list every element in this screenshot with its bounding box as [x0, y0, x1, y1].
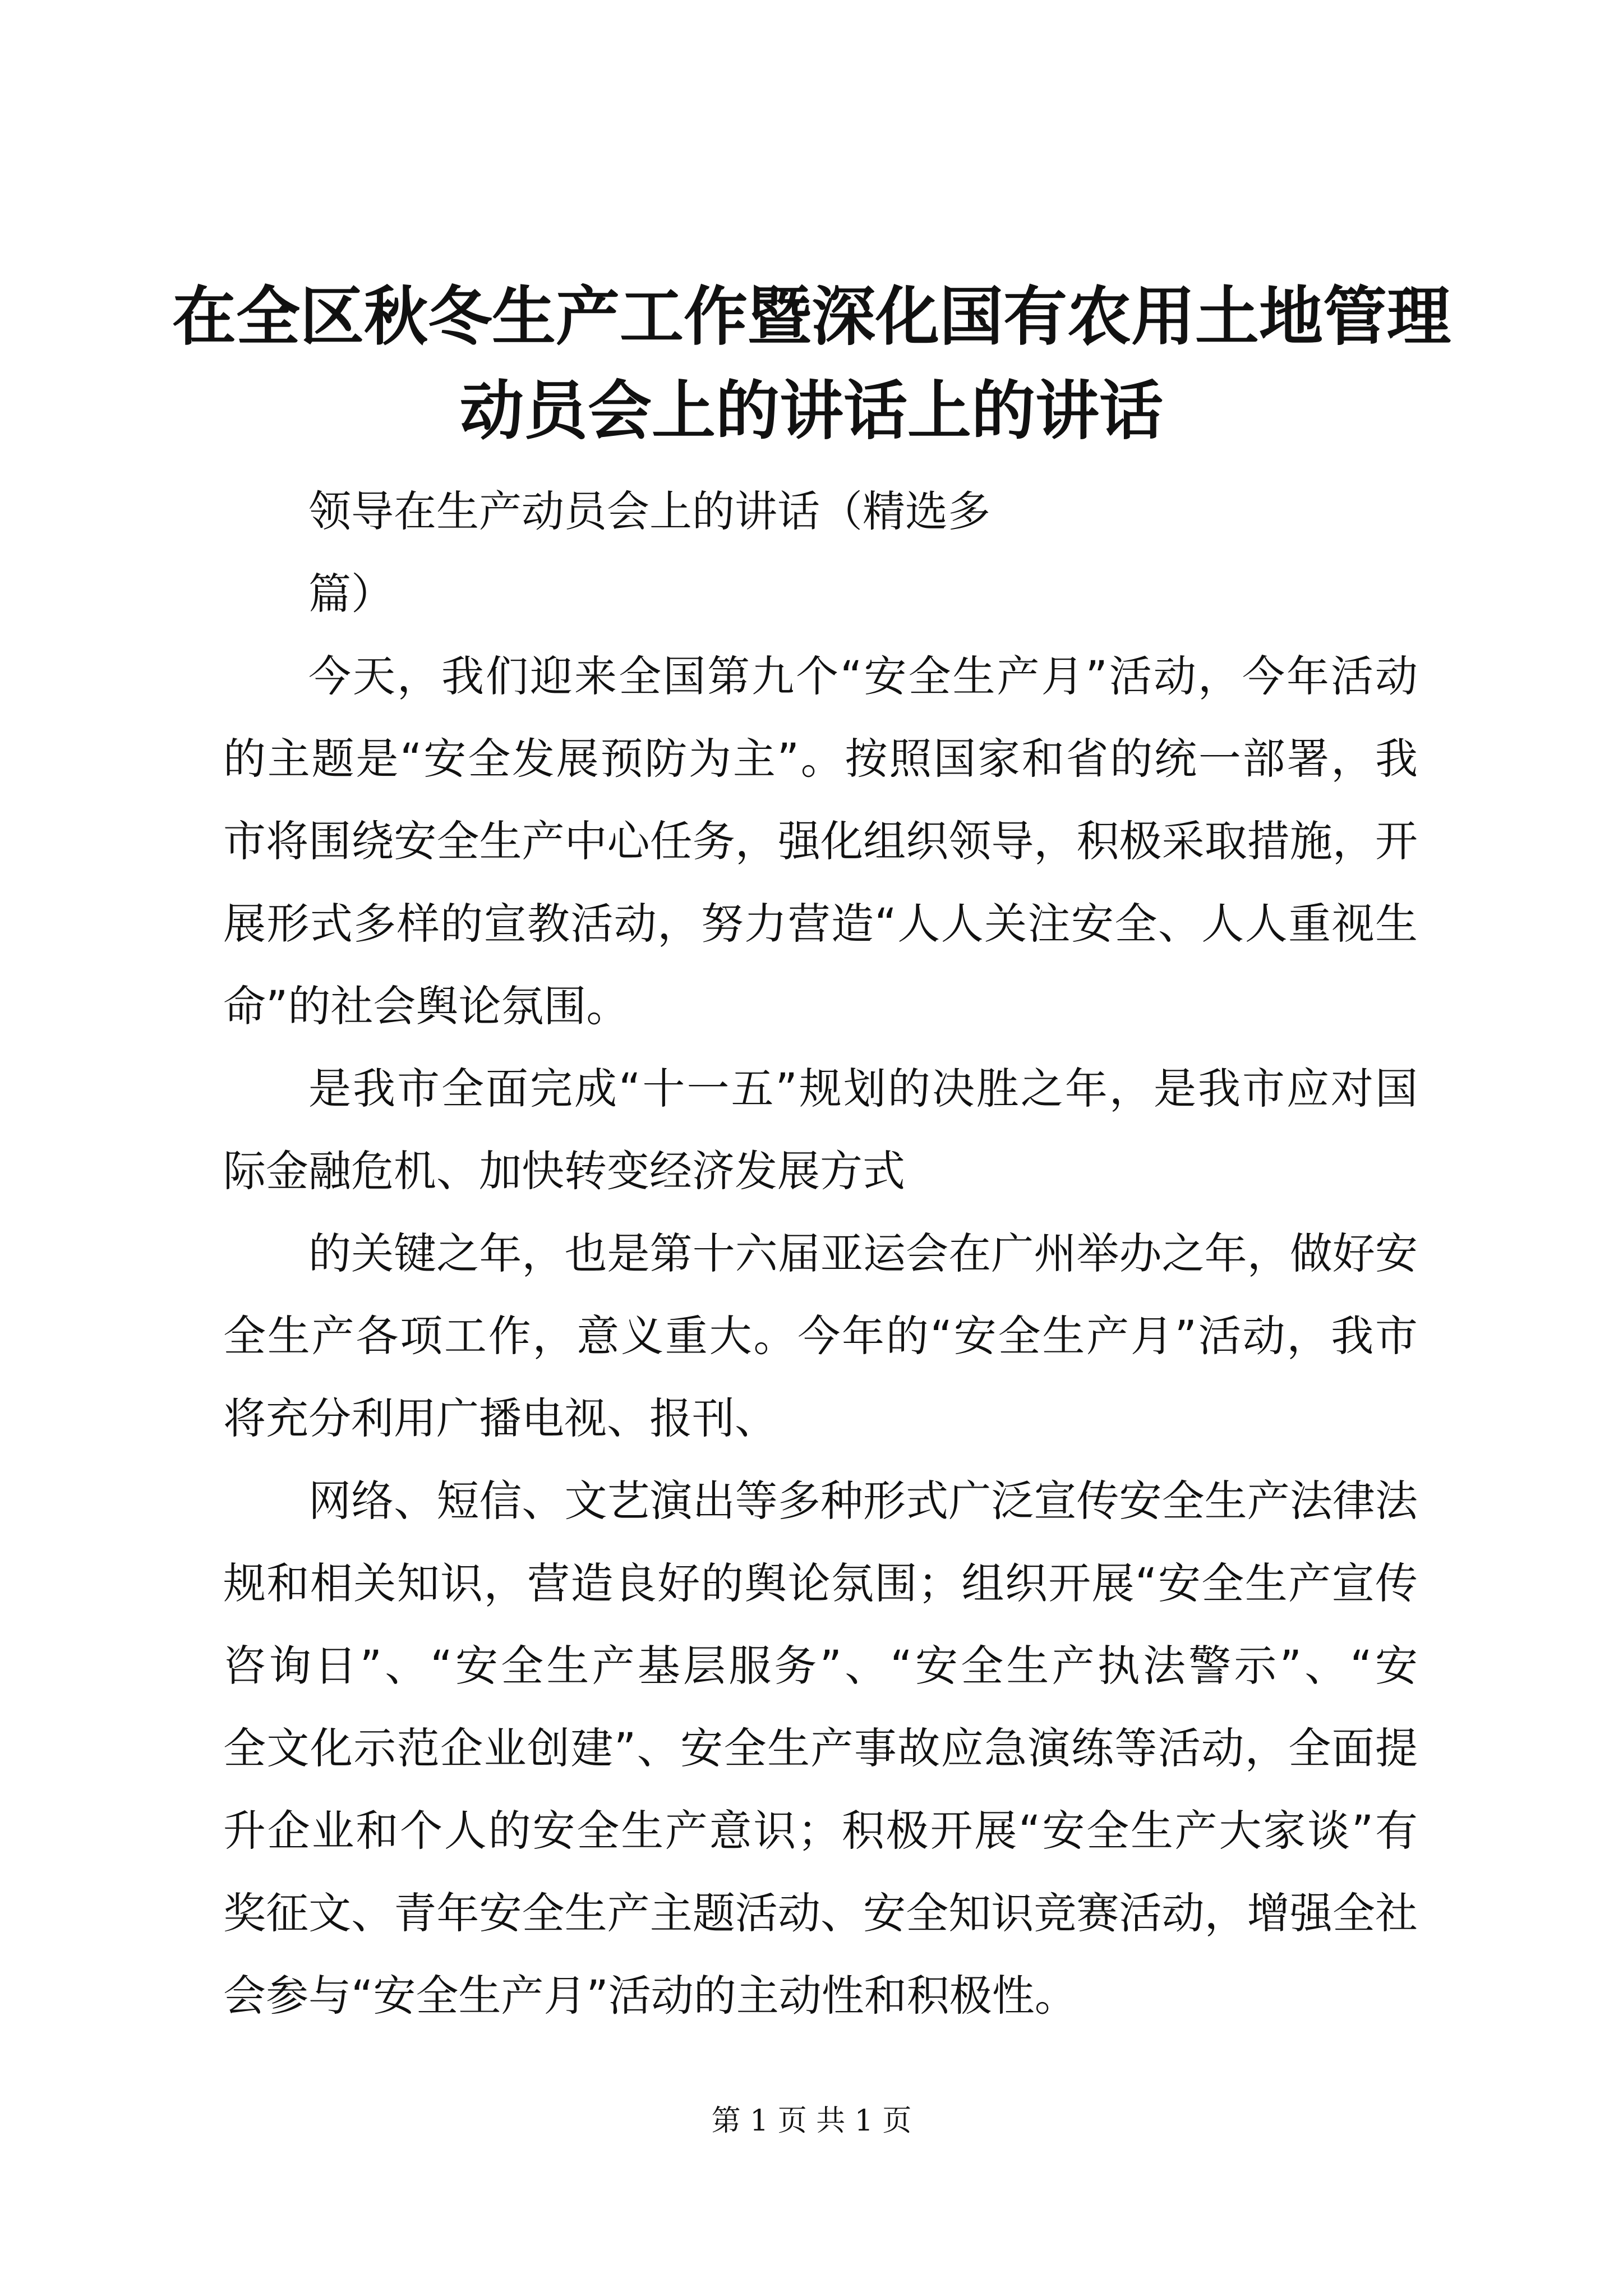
text-line: 奖征文、青年安全生产主题活动、安全知识竞赛活动，增强全社	[223, 1888, 1418, 1938]
text-line: 将充分利用广播电视、报刊、	[223, 1393, 777, 1443]
subtitle-paragraph	[223, 470, 1418, 635]
text-line: 际金融危机、加快转变经济发展方式	[223, 1146, 905, 1196]
page-footer	[0, 2101, 1623, 2141]
text-line: 展形式多样的宣教活动，努力营造“人人关注安全、人人重视生	[223, 899, 1418, 949]
title-line-2: 动员会上的讲话上的讲话	[459, 373, 1163, 448]
text-line: 是我市全面完成“十一五”规划的决胜之年，是我市应对国	[308, 1064, 1418, 1114]
text-line: 全生产各项工作，意义重大。今年的“安全生产月”活动，我市	[223, 1311, 1418, 1361]
paragraph-1	[223, 635, 1418, 1047]
document-body	[223, 470, 1418, 2037]
page-number-label: 第 1 页 共 1 页	[711, 2104, 912, 2138]
text-line: 今天，我们迎来全国第九个“安全生产月”活动，今年活动	[308, 651, 1418, 701]
paragraph-4	[223, 1460, 1418, 2037]
text-line: 领导在生产动员会上的讲话（精选多	[308, 486, 990, 536]
paragraph-2	[223, 1047, 1418, 1212]
paragraph-3	[223, 1212, 1418, 1460]
text-line: 会参与“安全生产月”活动的主动性和积极性。	[223, 1971, 1077, 2021]
text-line: 的关键之年，也是第十六届亚运会在广州举办之年，做好安	[308, 1228, 1418, 1278]
text-line: 全文化示范企业创建”、安全生产事故应急演练等活动，全面提	[223, 1723, 1418, 1773]
text-line: 升企业和个人的安全生产意识；积极开展“安全生产大家谈”有	[223, 1806, 1418, 1856]
document-title	[168, 269, 1455, 458]
text-line: 的主题是“安全发展预防为主”。按照国家和省的统一部署，我	[223, 734, 1418, 784]
text-line: 市将围绕安全生产中心任务，强化组织领导，积极采取措施，开	[223, 816, 1418, 866]
text-line: 命”的社会舆论氛围。	[223, 981, 629, 1031]
text-line: 篇）	[308, 569, 394, 619]
text-line: 网络、短信、文艺演出等多种形式广泛宣传安全生产法律法	[308, 1476, 1418, 1526]
text-line: 规和相关知识，营造良好的舆论氛围；组织开展“安全生产宣传	[223, 1558, 1418, 1608]
text-line: 咨询日”、“安全生产基层服务”、“安全生产执法警示”、“安	[223, 1641, 1418, 1691]
title-line-1: 在全区秋冬生产工作暨深化国有农用土地管理	[172, 279, 1451, 354]
